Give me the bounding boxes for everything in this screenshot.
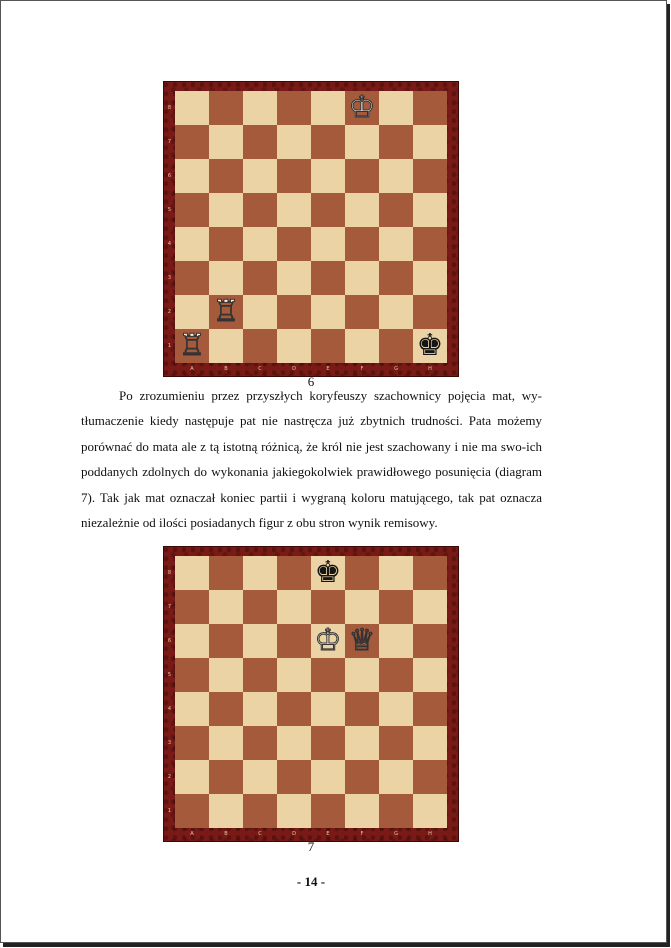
- square-c5: [243, 193, 277, 227]
- chess-diagram-6: [163, 81, 459, 377]
- square-f2: [345, 760, 379, 794]
- file-label: A: [190, 366, 194, 372]
- square-b2: [209, 295, 243, 329]
- square-a8: [175, 91, 209, 125]
- rank-label: 1: [167, 343, 172, 349]
- square-e6: [311, 159, 345, 193]
- square-a5: [175, 658, 209, 692]
- body-paragraph: Po zrozumieniu przez przyszłych koryfeuszy szachownicy pojęcia mat, wy-tłumaczenie kiedy następuje pat nie nastręcza już zbytnich trudności. Pata możemy porównać do mata ale z tą istotną różnicą, że król nie jest szachowany i nie ma swo-ich poddanych zdolnych do wykonania jakiegokolwiek prawidłowego posunięcia (diagram 7). Tak jak mat oznaczał koniec partii i wygraną koloru matującego, tak pat oznacza niezależnie od ilości posiadanych figur z obu stron wynik remisowy.: [81, 388, 542, 531]
- file-label: E: [326, 366, 330, 372]
- file-label: H: [428, 366, 432, 372]
- square-d5: [277, 658, 311, 692]
- square-h1: [413, 329, 447, 363]
- square-e3: [311, 261, 345, 295]
- square-f4: [345, 692, 379, 726]
- square-c3: [243, 261, 277, 295]
- square-h5: [413, 193, 447, 227]
- white-rook-icon: ♖: [212, 294, 240, 329]
- square-b1: [209, 794, 243, 828]
- square-h7: [413, 590, 447, 624]
- square-d4: [277, 227, 311, 261]
- square-a6: [175, 159, 209, 193]
- white-king-icon: ♔: [314, 623, 342, 658]
- file-label: F: [360, 831, 364, 837]
- square-g1: [379, 794, 413, 828]
- square-g3: [379, 261, 413, 295]
- square-a1: [175, 329, 209, 363]
- white-queen-icon: ♕: [348, 623, 376, 658]
- rank-label: 2: [167, 309, 172, 315]
- square-b2: [209, 760, 243, 794]
- square-b3: [209, 261, 243, 295]
- square-a3: [175, 726, 209, 760]
- square-b4: [209, 227, 243, 261]
- chess-diagram-7: [163, 546, 459, 842]
- square-g5: [379, 193, 413, 227]
- file-label: C: [258, 366, 262, 372]
- rank-label: 7: [167, 139, 172, 145]
- rank-labels: [164, 556, 175, 828]
- square-d2: [277, 760, 311, 794]
- square-e4: [311, 692, 345, 726]
- square-e2: [311, 295, 345, 329]
- square-a3: [175, 261, 209, 295]
- square-h5: [413, 658, 447, 692]
- square-d3: [277, 261, 311, 295]
- file-label: F: [360, 366, 364, 372]
- square-h1: [413, 794, 447, 828]
- square-g4: [379, 227, 413, 261]
- square-b6: [209, 624, 243, 658]
- square-b5: [209, 658, 243, 692]
- file-label: D: [292, 366, 296, 372]
- square-c5: [243, 658, 277, 692]
- square-g5: [379, 658, 413, 692]
- rank-label: 5: [167, 207, 172, 213]
- rank-label: 7: [167, 604, 172, 610]
- page-number: - 14 -: [296, 874, 326, 889]
- diagram-caption: 7: [307, 839, 315, 854]
- square-d7: [277, 590, 311, 624]
- file-label: D: [292, 831, 296, 837]
- square-c7: [243, 125, 277, 159]
- white-king-icon: ♔: [348, 90, 376, 125]
- file-label: G: [394, 366, 398, 372]
- square-g1: [379, 329, 413, 363]
- square-e7: [311, 125, 345, 159]
- square-g2: [379, 295, 413, 329]
- rank-label: 4: [167, 706, 172, 712]
- square-g8: [379, 91, 413, 125]
- square-b3: [209, 726, 243, 760]
- square-c1: [243, 329, 277, 363]
- square-f2: [345, 295, 379, 329]
- square-c2: [243, 760, 277, 794]
- square-e8: [311, 91, 345, 125]
- file-label: H: [428, 831, 432, 837]
- file-label: B: [224, 831, 228, 837]
- square-h4: [413, 227, 447, 261]
- square-a2: [175, 295, 209, 329]
- square-a7: [175, 125, 209, 159]
- square-h3: [413, 726, 447, 760]
- square-e6: [311, 624, 345, 658]
- square-a4: [175, 692, 209, 726]
- square-h8: [413, 556, 447, 590]
- square-c7: [243, 590, 277, 624]
- square-g2: [379, 760, 413, 794]
- square-h3: [413, 261, 447, 295]
- square-e5: [311, 658, 345, 692]
- square-g6: [379, 624, 413, 658]
- rank-label: 2: [167, 774, 172, 780]
- square-b7: [209, 125, 243, 159]
- square-d8: [277, 556, 311, 590]
- square-b8: [209, 556, 243, 590]
- rank-label: 8: [167, 105, 172, 111]
- chessboard: [175, 91, 447, 363]
- square-d1: [277, 329, 311, 363]
- square-a4: [175, 227, 209, 261]
- rank-label: 5: [167, 672, 172, 678]
- square-b1: [209, 329, 243, 363]
- square-h7: [413, 125, 447, 159]
- file-label: G: [394, 831, 398, 837]
- square-b6: [209, 159, 243, 193]
- rank-labels: [164, 91, 175, 363]
- square-d2: [277, 295, 311, 329]
- square-c8: [243, 91, 277, 125]
- square-e2: [311, 760, 345, 794]
- square-b8: [209, 91, 243, 125]
- square-d5: [277, 193, 311, 227]
- rank-label: 3: [167, 275, 172, 281]
- square-h4: [413, 692, 447, 726]
- square-f3: [345, 261, 379, 295]
- square-e7: [311, 590, 345, 624]
- square-c4: [243, 227, 277, 261]
- square-a8: [175, 556, 209, 590]
- square-c6: [243, 624, 277, 658]
- square-h2: [413, 760, 447, 794]
- rank-label: 6: [167, 173, 172, 179]
- square-e5: [311, 193, 345, 227]
- file-label: B: [224, 366, 228, 372]
- black-king-icon: ♚: [314, 555, 342, 590]
- square-d3: [277, 726, 311, 760]
- square-e1: [311, 329, 345, 363]
- rank-label: 3: [167, 740, 172, 746]
- square-a2: [175, 760, 209, 794]
- square-a7: [175, 590, 209, 624]
- rank-label: 6: [167, 638, 172, 644]
- square-c1: [243, 794, 277, 828]
- square-e8: [311, 556, 345, 590]
- square-d4: [277, 692, 311, 726]
- rank-label: 8: [167, 570, 172, 576]
- square-f1: [345, 329, 379, 363]
- square-g3: [379, 726, 413, 760]
- square-a6: [175, 624, 209, 658]
- square-h2: [413, 295, 447, 329]
- square-g4: [379, 692, 413, 726]
- square-b7: [209, 590, 243, 624]
- square-g7: [379, 590, 413, 624]
- square-c2: [243, 295, 277, 329]
- square-f5: [345, 193, 379, 227]
- square-f7: [345, 590, 379, 624]
- square-g8: [379, 556, 413, 590]
- square-f7: [345, 125, 379, 159]
- square-d1: [277, 794, 311, 828]
- square-h8: [413, 91, 447, 125]
- square-a5: [175, 193, 209, 227]
- square-e4: [311, 227, 345, 261]
- square-f6: [345, 159, 379, 193]
- square-g6: [379, 159, 413, 193]
- square-f8: [345, 556, 379, 590]
- square-c3: [243, 726, 277, 760]
- square-b4: [209, 692, 243, 726]
- square-a1: [175, 794, 209, 828]
- rank-label: 1: [167, 808, 172, 814]
- square-d6: [277, 624, 311, 658]
- square-e3: [311, 726, 345, 760]
- square-c6: [243, 159, 277, 193]
- square-h6: [413, 159, 447, 193]
- square-f1: [345, 794, 379, 828]
- square-f4: [345, 227, 379, 261]
- square-d7: [277, 125, 311, 159]
- square-g7: [379, 125, 413, 159]
- file-label: A: [190, 831, 194, 837]
- white-rook-icon: ♖: [178, 328, 206, 363]
- rank-label: 4: [167, 241, 172, 247]
- square-h6: [413, 624, 447, 658]
- square-b5: [209, 193, 243, 227]
- square-f8: [345, 91, 379, 125]
- square-c4: [243, 692, 277, 726]
- square-d6: [277, 159, 311, 193]
- square-f6: [345, 624, 379, 658]
- chessboard: [175, 556, 447, 828]
- square-f5: [345, 658, 379, 692]
- square-f3: [345, 726, 379, 760]
- square-d8: [277, 91, 311, 125]
- square-c8: [243, 556, 277, 590]
- file-label: C: [258, 831, 262, 837]
- black-king-icon: ♚: [416, 328, 444, 363]
- file-label: E: [326, 831, 330, 837]
- diagram-caption: 6: [307, 374, 315, 389]
- square-e1: [311, 794, 345, 828]
